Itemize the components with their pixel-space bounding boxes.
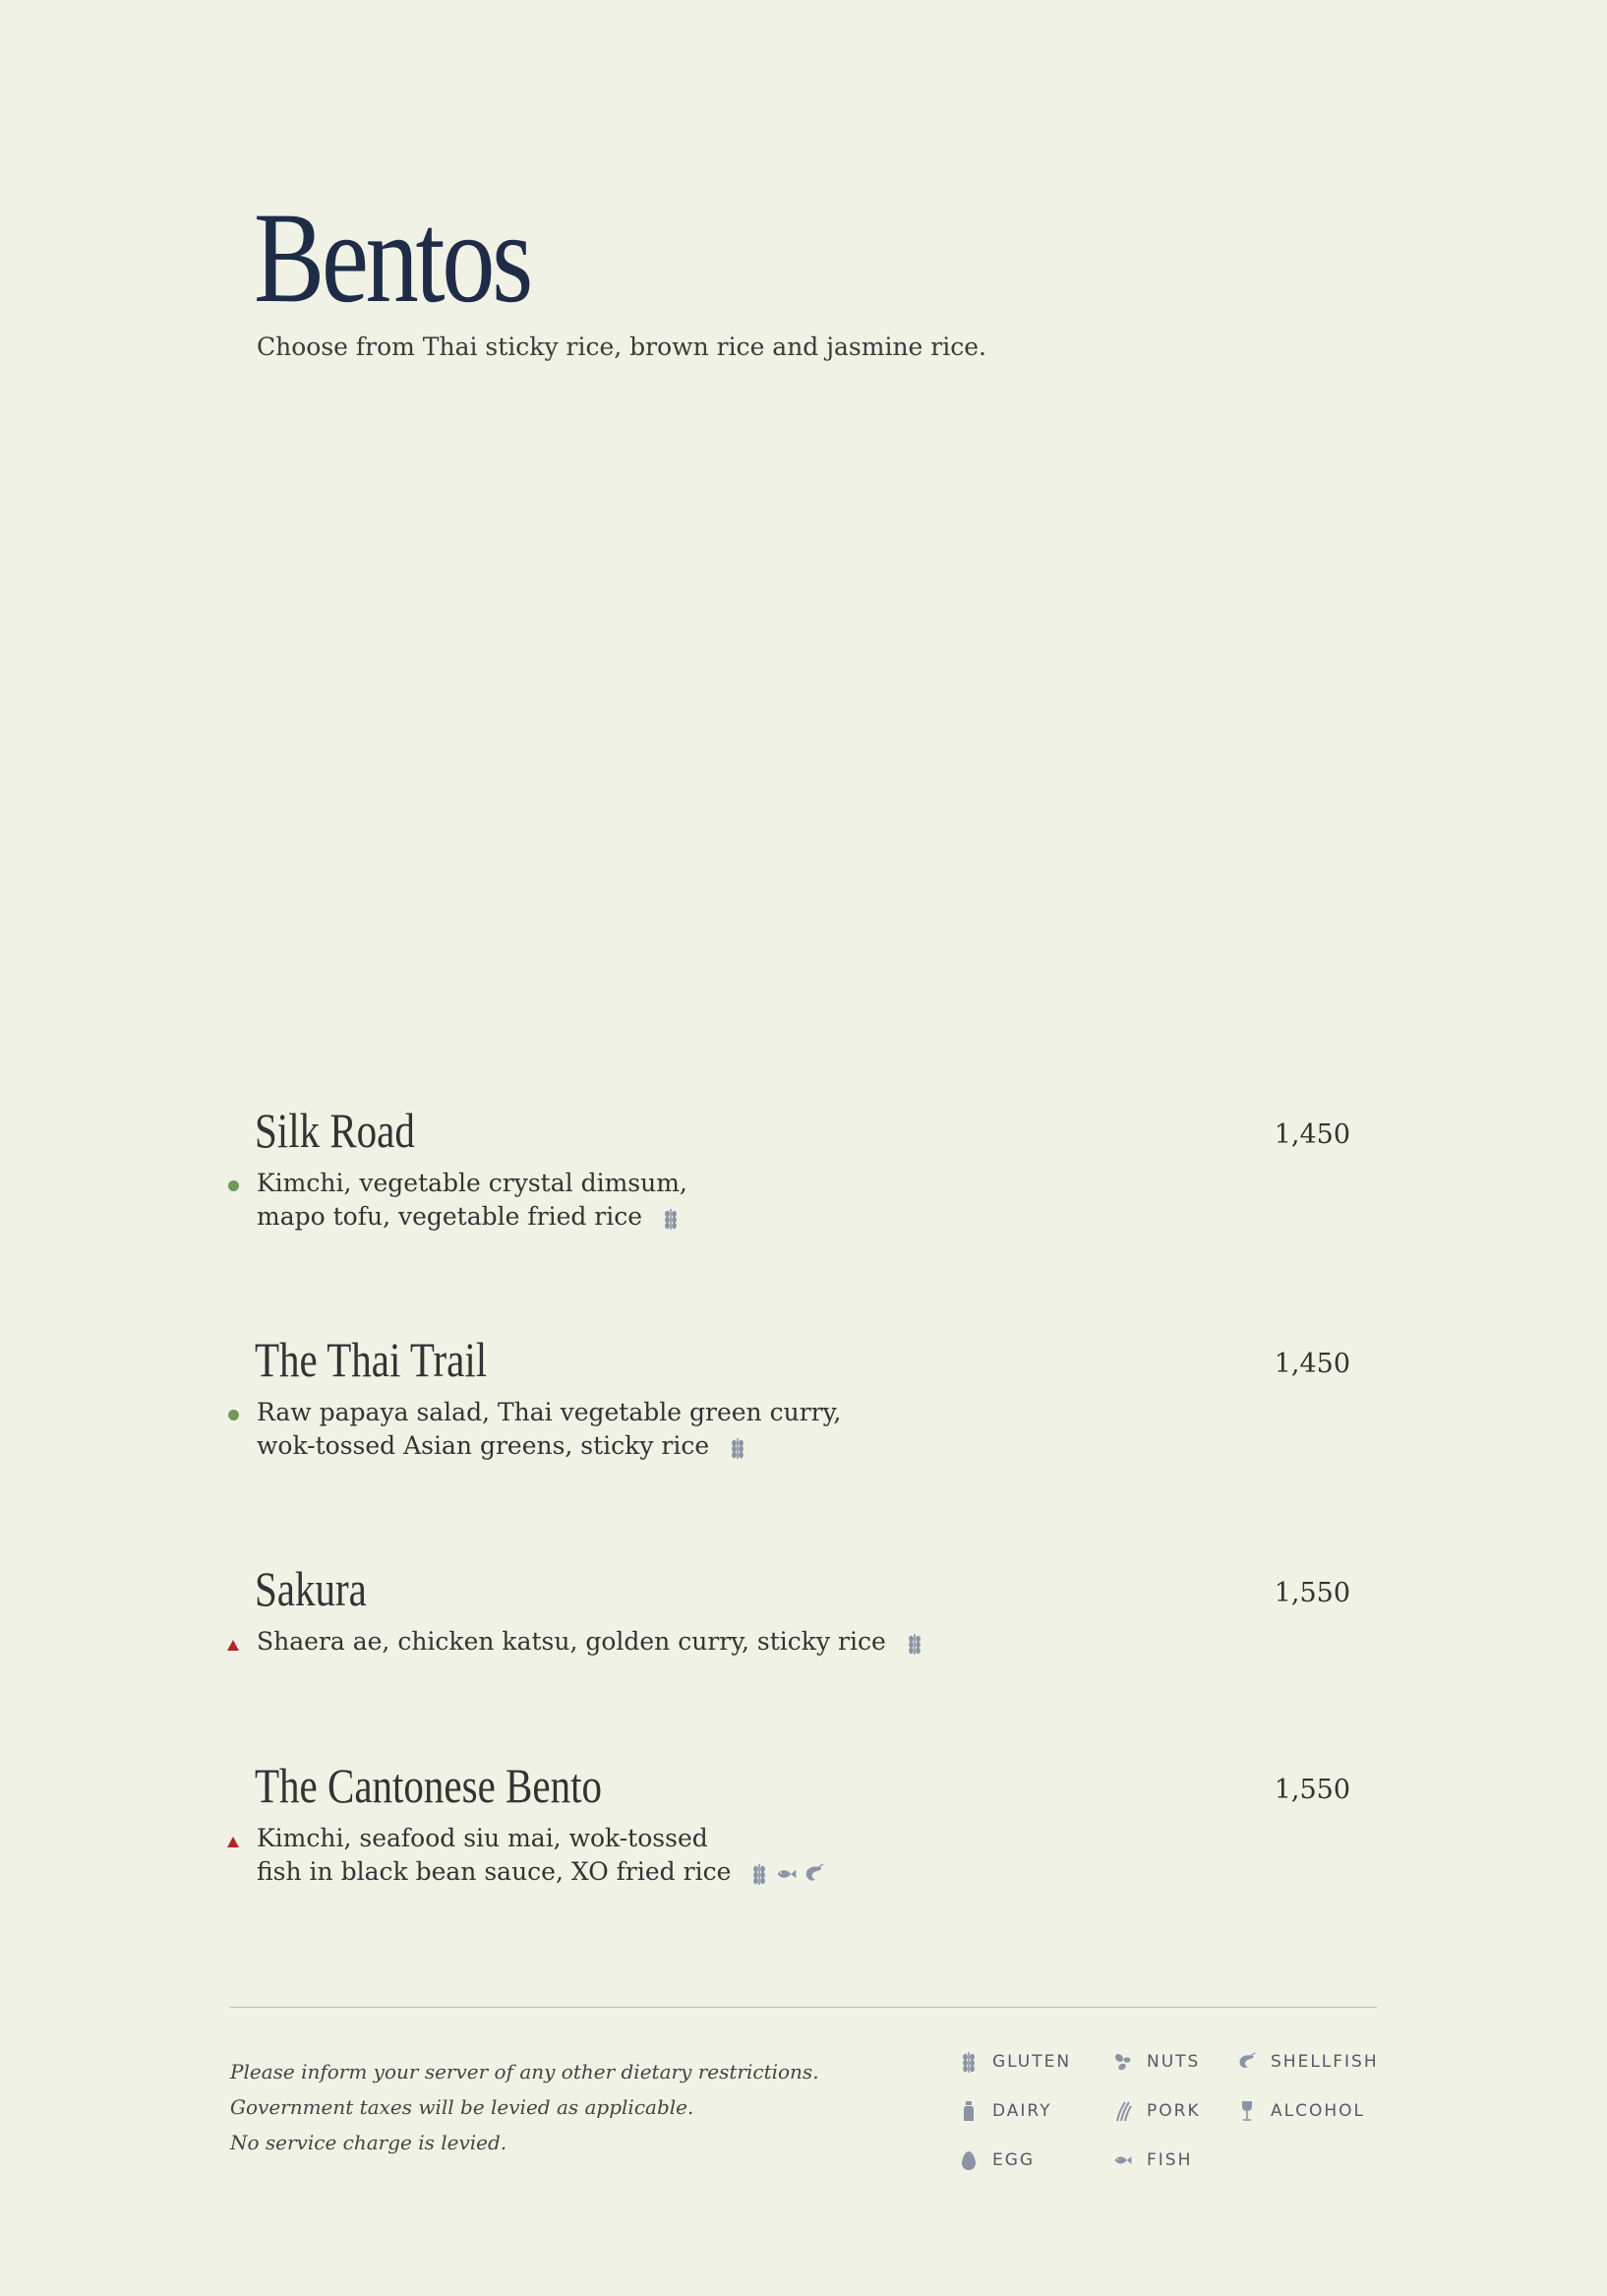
shellfish-icon [804,1862,825,1886]
description-line: Kimchi, seafood siu mai, wok-tossed [257,1824,708,1852]
legend-label: EGG [992,2150,1036,2170]
legend-label: SHELLFISH [1271,2052,1379,2072]
description-line-text: Shaera ae, chicken katsu, golden curry, sticky rice [257,1627,886,1656]
footer-divider [230,2007,1377,2008]
allergen-legend [959,2050,1392,2207]
legend-item-pork [1113,2099,1201,2123]
legend-item-gluten [959,2050,1071,2074]
description-line [257,1855,825,1889]
legend-item-nuts [1113,2050,1200,2074]
description-line [257,1200,687,1234]
shellfish-icon [1237,2050,1257,2074]
nonveg-marker-icon [227,1640,239,1651]
allergen-icons [748,1862,825,1886]
page-subtitle: Choose from Thai sticky rice, brown rice and jasmine rice. [257,332,986,361]
item-name: The Cantonese Bento [255,1758,602,1813]
gluten-icon [959,2050,979,2074]
allergen-icons [660,1207,682,1231]
page-title: Bentos [254,185,531,330]
description-line [257,1625,925,1659]
dietary-note: Please inform your server of any other dietary restrictions. [230,2060,819,2084]
legend-item-alcohol [1237,2099,1365,2123]
allergen-icons [904,1632,925,1656]
service-charge-note: No service charge is levied. [230,2131,507,2154]
nuts-icon [1113,2050,1133,2074]
alcohol-icon [1237,2099,1257,2123]
description-line-text: fish in black bean sauce, XO fried rice [257,1857,732,1886]
footer-notes [230,2054,819,2160]
legend-label: NUTS [1147,2052,1201,2072]
legend-label: PORK [1147,2101,1201,2121]
description-line-text: mapo tofu, vegetable fried rice [257,1202,643,1231]
dairy-icon [959,2099,979,2123]
fish-icon [1113,2148,1133,2172]
legend-label: FISH [1147,2150,1193,2170]
legend-item-shellfish [1237,2050,1379,2074]
item-description [257,1396,841,1463]
gluten-icon [727,1436,748,1460]
item-description [257,1822,825,1889]
description-line: Raw papaya salad, Thai vegetable green curry, [257,1398,842,1426]
egg-icon [959,2148,979,2172]
legend-label: ALCOHOL [1271,2101,1365,2121]
description-line: Kimchi, vegetable crystal dimsum, [257,1169,687,1197]
item-name: The Thai Trail [255,1332,488,1387]
legend-item-fish [1113,2148,1192,2172]
item-price: 1,450 [1274,1349,1350,1379]
description-line [257,1429,841,1463]
legend-label: GLUTEN [992,2052,1072,2072]
item-description [257,1167,687,1234]
item-price: 1,550 [1274,1578,1350,1608]
item-price: 1,450 [1274,1119,1350,1150]
nonveg-marker-icon [227,1837,239,1847]
gluten-icon [748,1862,770,1886]
item-name: Sakura [255,1561,367,1616]
item-description [257,1625,925,1659]
item-price: 1,550 [1274,1775,1350,1805]
veg-marker-icon [228,1180,239,1191]
fish-icon [776,1862,798,1886]
tax-note: Government taxes will be levied as applicable. [230,2095,694,2119]
veg-marker-icon [228,1410,239,1420]
gluten-icon [660,1207,682,1231]
gluten-icon [904,1632,925,1656]
item-name: Silk Road [255,1103,415,1158]
legend-item-dairy [959,2099,1052,2123]
legend-label: DAIRY [992,2101,1052,2121]
description-line-text: wok-tossed Asian greens, sticky rice [257,1431,710,1460]
allergen-icons [727,1436,748,1460]
legend-item-egg [959,2148,1035,2172]
pork-icon [1113,2099,1133,2123]
